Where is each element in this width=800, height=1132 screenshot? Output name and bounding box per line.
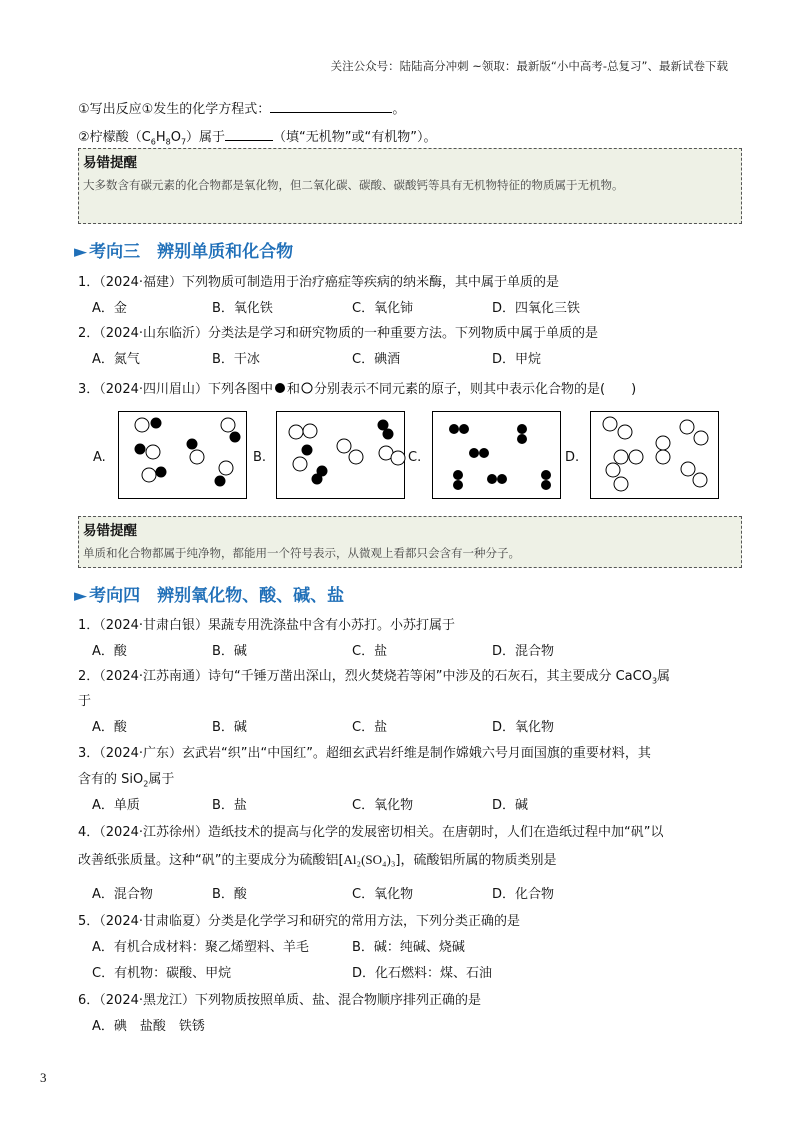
molecule-panel-b bbox=[276, 411, 405, 499]
option-a: A．单质 bbox=[92, 798, 140, 813]
triangle-arrow-icon: ► bbox=[74, 586, 88, 606]
intro-q2-prefix: ②柠檬酸（C bbox=[78, 130, 151, 145]
question-stem-continued bbox=[78, 768, 174, 789]
option-b: B．干冰 bbox=[212, 352, 260, 367]
option-a: A．混合物 bbox=[92, 887, 153, 902]
option-c: C．氧化物 bbox=[352, 887, 414, 902]
triangle-arrow-icon: ► bbox=[74, 242, 88, 262]
panel-label-a: A. bbox=[93, 450, 106, 465]
page-header: 关注公众号：陆陆高分冲刺 ~领取：最新版“小中高考-总复习”、最新试卷下载 bbox=[330, 59, 728, 73]
question-stem: 3．（2024·广东）玄武岩“织”出“中国红”。超细玄武岩纤维是制作嫦娥六号月面国旗的重要材料，其 bbox=[78, 746, 651, 761]
filled-atom-icon bbox=[273, 382, 287, 394]
molecule-diagram-b bbox=[277, 412, 406, 500]
section-title: 考向三 辨别单质和化合物 bbox=[89, 242, 294, 262]
option-a: A．碘 盐酸 铁锈 bbox=[92, 1019, 205, 1034]
question-stem bbox=[78, 665, 670, 686]
molecule-panel-d bbox=[590, 411, 719, 499]
molecule-diagram-c bbox=[433, 412, 562, 500]
section-heading-3 bbox=[74, 237, 293, 262]
intro-q1-text: ①写出反应①发生的化学方程式： bbox=[78, 102, 271, 117]
question-stem bbox=[78, 378, 636, 397]
option-c: C．碘酒 bbox=[352, 352, 401, 367]
subscript: 7 bbox=[180, 137, 187, 147]
option-b: B．碱 bbox=[212, 720, 247, 735]
intro-question-1 bbox=[78, 98, 405, 117]
tip-text: 单质和化合物都属于纯净物，都能用一个符号表示，从微观上看都只会含有一种分子。 bbox=[83, 546, 520, 560]
option-a: A．酸 bbox=[92, 644, 127, 659]
intro-question-2 bbox=[78, 126, 437, 147]
section-title: 考向四 辨别氧化物、酸、碱、盐 bbox=[89, 586, 345, 606]
option-a: A．金 bbox=[92, 301, 127, 316]
option-c: C．有机物：碳酸、甲烷 bbox=[92, 966, 232, 981]
stem-part: 2．（2024·江苏南通）诗句“千锤万凿出深山，烈火焚烧若等闲”中涉及的石灰石，其主要成分 CaCO bbox=[78, 669, 652, 684]
intro-q1-suffix: 。 bbox=[392, 102, 406, 117]
tip-box-2 bbox=[78, 516, 742, 568]
stem-part: 3．（2024·四川眉山）下列各图中 bbox=[78, 382, 273, 397]
hollow-atom-icon bbox=[300, 382, 314, 394]
stem-part: 属 bbox=[657, 669, 671, 684]
subscript: 8 bbox=[165, 137, 171, 147]
option-d: D．甲烷 bbox=[492, 352, 542, 367]
question-stem: 6．（2024·黑龙江）下列物质按照单质、盐、混合物顺序排列正确的是 bbox=[78, 993, 481, 1008]
panel-label-d: D. bbox=[565, 450, 580, 465]
question-stem: 2．（2024·山东临沂）分类法是学习和研究物质的一种重要方法。下列物质中属于单质的是 bbox=[78, 326, 598, 341]
question-stem: 1．（2024·福建）下列物质可制造用于治疗癌症等疾病的纳米酶，其中属于单质的是 bbox=[78, 275, 559, 290]
option-c: C．盐 bbox=[352, 644, 388, 659]
option-a: A．有机合成材料：聚乙烯塑料、羊毛 bbox=[92, 940, 309, 955]
option-b: B．盐 bbox=[212, 798, 247, 813]
stem-part: 分别表示不同元素的原子，则其中表示化合物的是( ) bbox=[314, 382, 637, 397]
option-a: A．酸 bbox=[92, 720, 127, 735]
question-stem: 4．（2024·江苏徐州）造纸技术的提高与化学的发展密切相关。在唐朝时，人们在造纸过程中加“矾”以 bbox=[78, 825, 664, 840]
option-c: C．氧化铈 bbox=[352, 301, 414, 316]
tip-title: 易错提醒 bbox=[83, 155, 137, 171]
molecule-panel-c bbox=[432, 411, 561, 499]
intro-q2-suffix: （填“无机物”或“有机物”）。 bbox=[273, 130, 437, 145]
option-b: B．酸 bbox=[212, 887, 247, 902]
element-h: H bbox=[155, 130, 166, 145]
element-o: O bbox=[170, 130, 181, 145]
panel-label-c: C. bbox=[408, 450, 422, 465]
molecule-diagram-a bbox=[119, 412, 248, 500]
stem-part: 改善纸张质量。这种“矾”的主要成分为硫酸铝[ bbox=[78, 853, 344, 868]
option-a: A．氮气 bbox=[92, 352, 140, 367]
stem-part: ]，硫酸铝所属的物质类别是 bbox=[395, 853, 557, 868]
molecule-diagram-d bbox=[591, 412, 720, 500]
page-number: 3 bbox=[40, 1070, 47, 1085]
option-d: D．化石燃料：煤、石油 bbox=[352, 966, 493, 981]
option-b: B．碱：纯碱、烧碱 bbox=[352, 940, 465, 955]
option-d: D．四氧化三铁 bbox=[492, 301, 581, 316]
subscript: 3 bbox=[651, 676, 658, 686]
option-d: D．化合物 bbox=[492, 887, 555, 902]
option-b: B．碱 bbox=[212, 644, 247, 659]
stem-part: 属于 bbox=[148, 772, 175, 787]
option-c: C．盐 bbox=[352, 720, 388, 735]
chemical-formula: Al₂(SO₄)₃ bbox=[343, 852, 396, 867]
stem-part: 和 bbox=[287, 382, 301, 397]
option-c: C．氧化物 bbox=[352, 798, 414, 813]
intro-q2-mid: ）属于 bbox=[186, 130, 226, 145]
answer-blank bbox=[270, 100, 392, 113]
subscript: 2 bbox=[143, 779, 149, 789]
section-heading-4 bbox=[74, 581, 344, 606]
option-b: B．氧化铁 bbox=[212, 301, 273, 316]
question-stem: 5．（2024·甘肃临夏）分类是化学学习和研究的常用方法，下列分类正确的是 bbox=[78, 914, 520, 929]
stem-part: 含有的 SiO bbox=[78, 772, 144, 787]
question-stem-continued: 于 bbox=[78, 694, 92, 709]
panel-label-b: B. bbox=[253, 450, 267, 465]
question-stem-continued bbox=[78, 849, 557, 868]
subscript: 6 bbox=[150, 137, 156, 147]
question-stem: 1．（2024·甘肃白银）果蔬专用洗涤盐中含有小苏打。小苏打属于 bbox=[78, 618, 455, 633]
answer-blank bbox=[225, 128, 273, 141]
tip-box-1 bbox=[78, 148, 742, 224]
molecule-panel-a bbox=[118, 411, 247, 499]
tip-text: 大多数含有碳元素的化合物都是氧化物，但二氧化碳、碳酸、碳酸钙等具有无机物特征的物质属于无机物。 bbox=[83, 178, 624, 192]
option-d: D．混合物 bbox=[492, 644, 555, 659]
tip-title: 易错提醒 bbox=[83, 523, 137, 539]
option-d: D．碱 bbox=[492, 798, 529, 813]
option-d: D．氧化物 bbox=[492, 720, 555, 735]
